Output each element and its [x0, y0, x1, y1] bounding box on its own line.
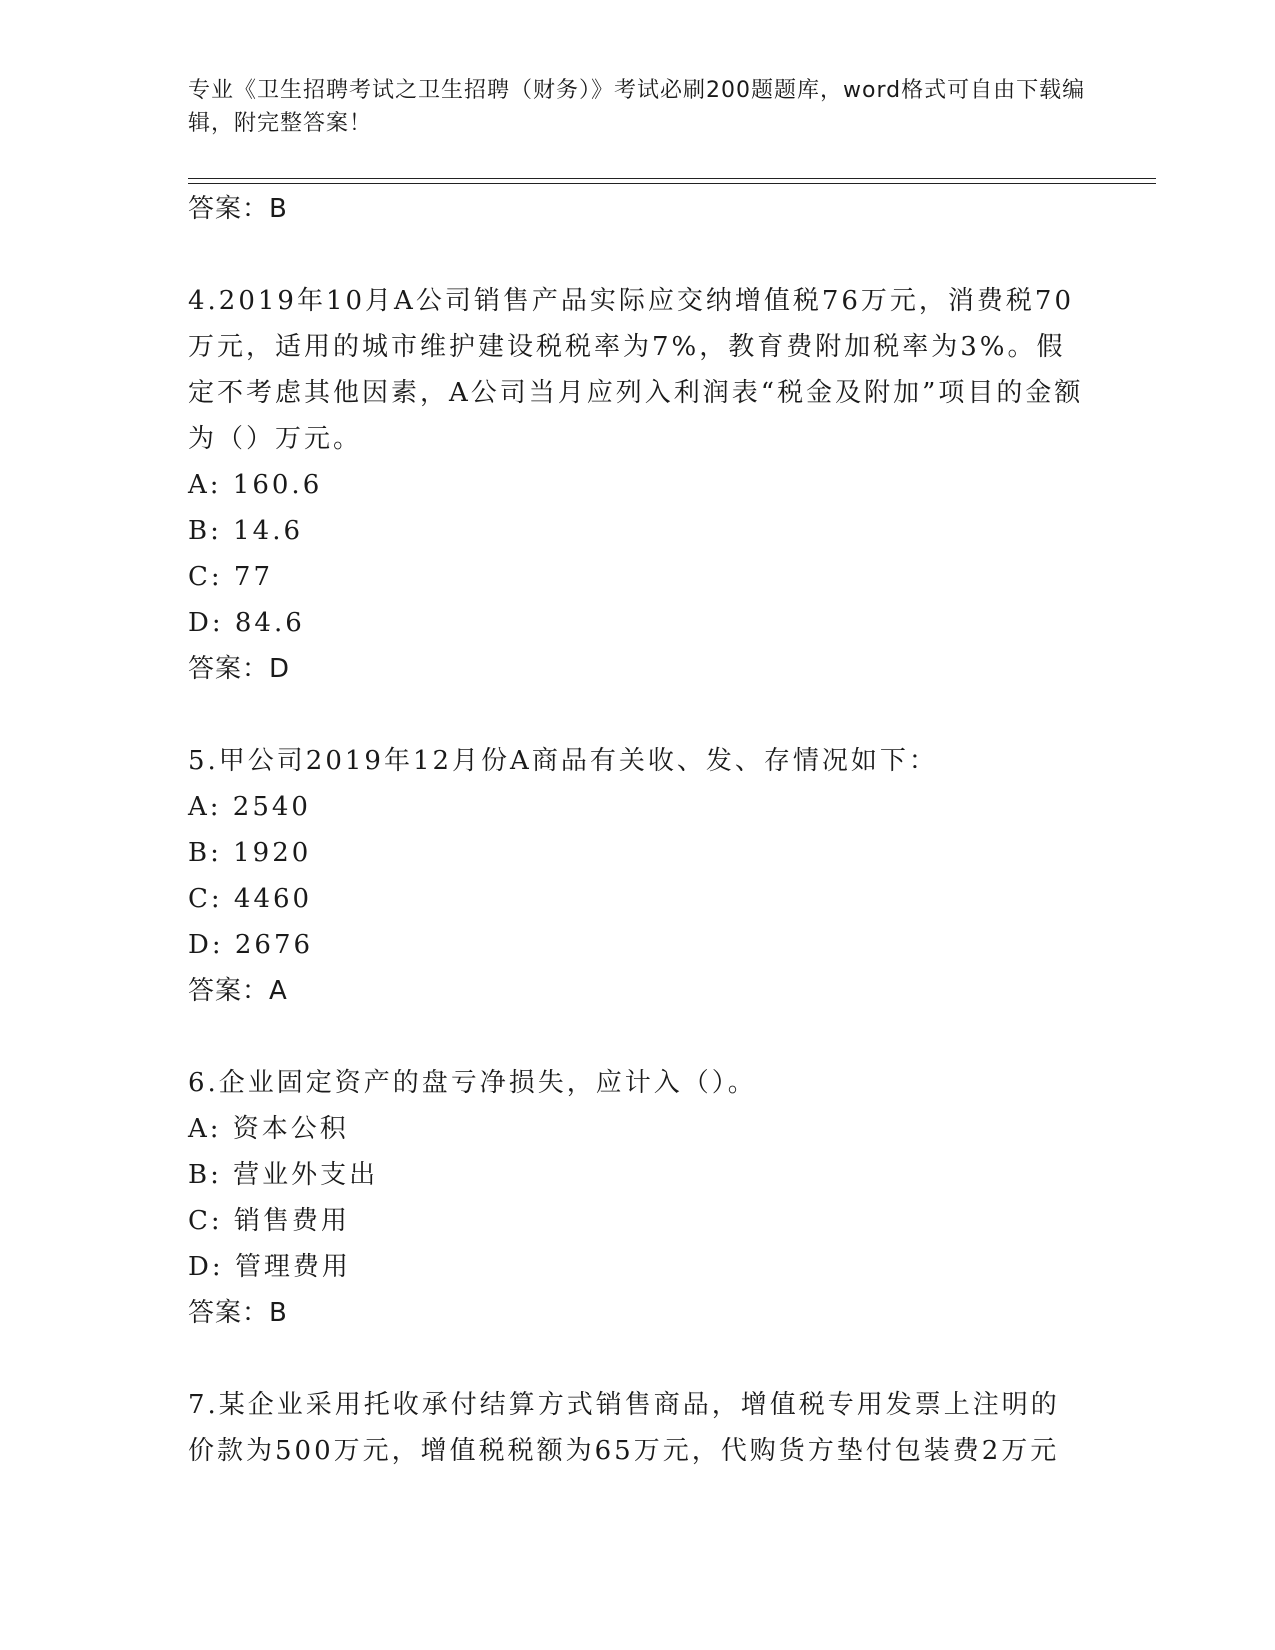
option-a: A: 160.6 — [188, 470, 323, 500]
option-c: C: 销售费用 — [188, 1206, 350, 1236]
answer-line: 答案：D — [188, 654, 291, 684]
option-d: D: 2676 — [188, 930, 314, 960]
option-b: B: 1920 — [188, 838, 312, 868]
option-c: C: 77 — [188, 562, 274, 592]
option-a: A: 资本公积 — [188, 1114, 349, 1144]
question-text: 5.甲公司2019年12月份A商品有关收、发、存情况如下： — [188, 746, 938, 776]
question-text: 7.某企业采用托收承付结算方式销售商品，增值税专用发票上注明的价款为500万元，增值税税额为65万元，代购货方垫付包装费2万元 — [188, 1390, 1060, 1466]
document-header: 专业《卫生招聘考试之卫生招聘（财务）》考试必刷200题题库，word格式可自由下载编辑，附完整答案！ — [188, 78, 1086, 136]
answer-line: 答案：B — [188, 1298, 288, 1328]
option-b: B: 14.6 — [188, 516, 304, 546]
answer-line: 答案：B — [188, 194, 288, 224]
header-divider — [188, 178, 1156, 179]
header-divider — [188, 183, 1156, 184]
option-c: C: 4460 — [188, 884, 313, 914]
question-text: 6.企业固定资产的盘亏净损失，应计入（）。 — [188, 1068, 757, 1098]
option-d: D: 管理费用 — [188, 1252, 351, 1282]
answer-line: 答案：A — [188, 976, 288, 1006]
question-text: 4.2019年10月A公司销售产品实际应交纳增值税76万元，消费税70万元，适用的城市维护建设税税率为7%，教育费附加税率为3%。假定不考虑其他因素，A公司当月应列入利润表“税金及附加”项目的金额为（）万元。 — [188, 286, 1084, 454]
option-b: B: 营业外支出 — [188, 1160, 379, 1190]
option-d: D: 84.6 — [188, 608, 305, 638]
question-list — [188, 186, 1088, 1474]
option-a: A: 2540 — [188, 792, 311, 822]
